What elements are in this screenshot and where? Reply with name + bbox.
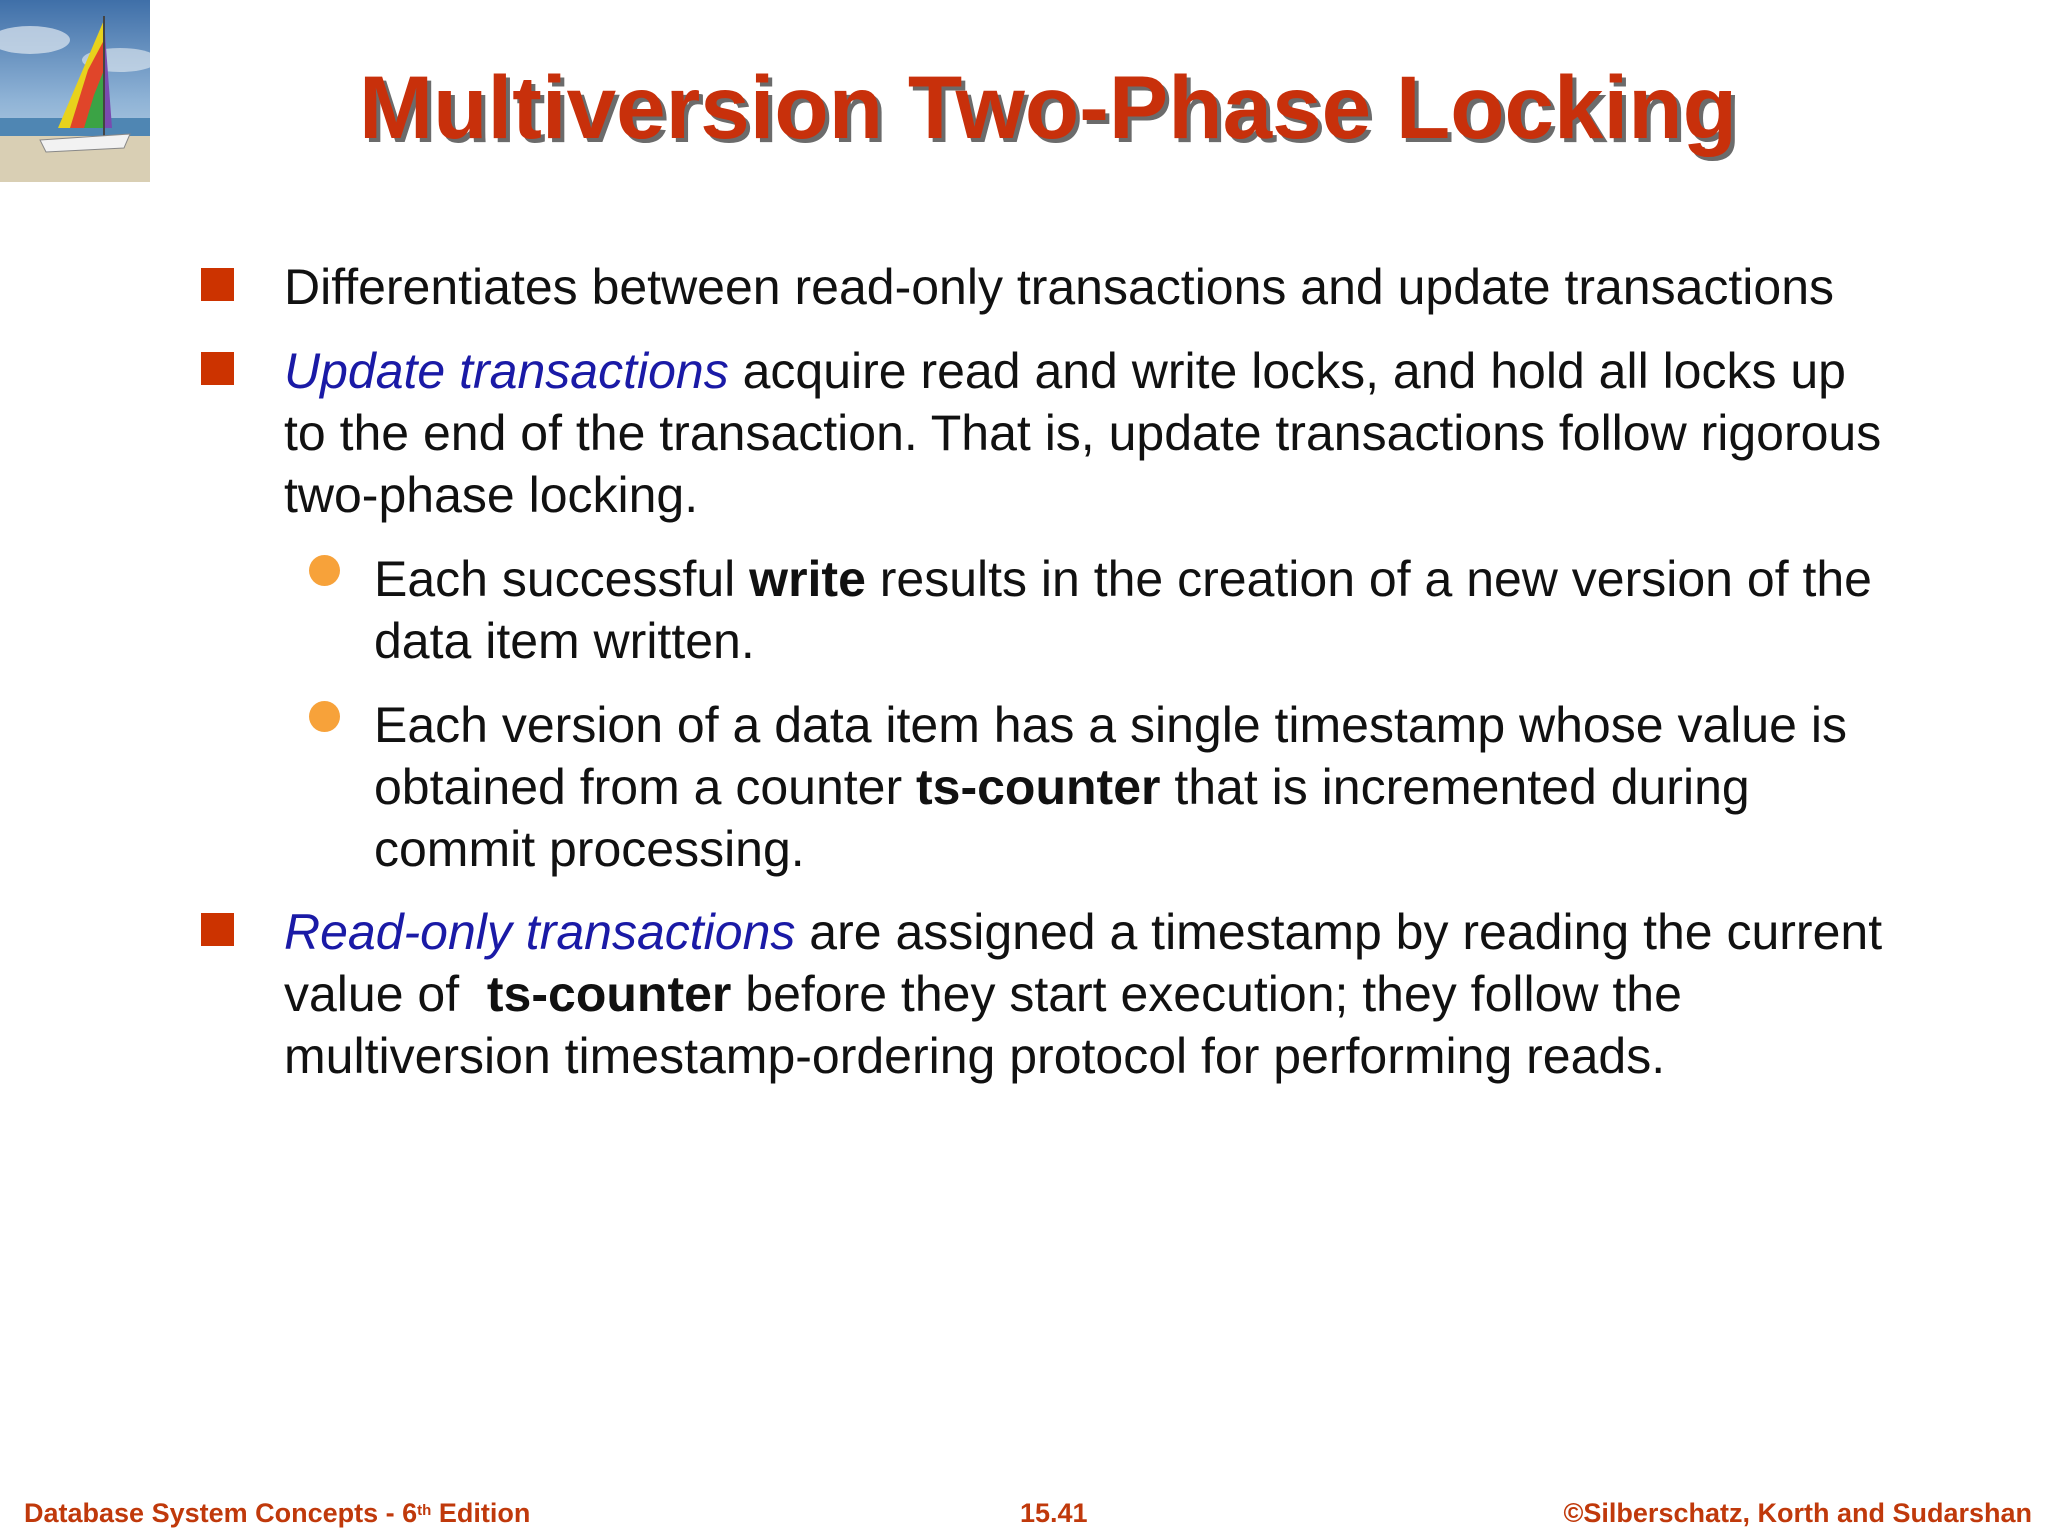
square-bullet-icon — [201, 268, 234, 301]
footer-book-title-sup: th — [417, 1502, 432, 1519]
bullet-2-line-1 — [284, 340, 1846, 402]
sub-bullet-2-line-3: commit processing. — [374, 821, 805, 877]
sub-bullet-2-line-1: Each version of a data item has a single timestamp whose value is — [374, 697, 1847, 753]
sub-bullet-2-line-2 — [374, 756, 1750, 818]
bullet-2-line-2: to the end of the transaction. That is, update transactions follow rigorous — [284, 405, 1882, 461]
dot-bullet-icon — [309, 701, 340, 732]
footer-book-title-pre: Database System Concepts - 6 — [24, 1498, 418, 1528]
footer-page-number: 15.41 — [1020, 1498, 1088, 1528]
sub-bullet-2-post: that is incremented during — [1160, 759, 1750, 815]
bullet-3-pre: value of — [284, 966, 487, 1022]
bullet-2-line-3: two-phase locking. — [284, 467, 699, 523]
bullet-3-emphasis: Read-only transactions — [284, 904, 796, 960]
sub-bullet-1-line-1 — [374, 548, 1872, 610]
dot-bullet-icon — [309, 555, 340, 586]
bullet-3-line-2 — [284, 963, 1682, 1025]
sub-bullet-1-line-2: data item written. — [374, 613, 755, 669]
bullet-3-line-3: multiversion timestamp-ordering protocol for performing reads. — [284, 1028, 1666, 1084]
square-bullet-icon — [201, 352, 234, 385]
bullet-1-text: Differentiates between read-only transactions and update transactions — [284, 259, 1835, 315]
slide-title: Multiversion Two-Phase Locking — [358, 57, 1738, 157]
bullet-3-line-1 — [284, 901, 1882, 963]
sub-bullet-1-post: results in the creation of a new version of the — [865, 551, 1872, 607]
footer-book-title-post: Edition — [431, 1498, 531, 1528]
square-bullet-icon — [201, 913, 234, 946]
bullet-2-emphasis: Update transactions — [284, 343, 729, 399]
sub-bullet-1-bold: write — [749, 551, 866, 607]
bullet-3-bold: ts-counter — [486, 966, 732, 1022]
bullet-3-post: before they start execution; they follow the — [731, 966, 1682, 1022]
footer-book-title — [24, 1496, 530, 1530]
footer-copyright: ©Silberschatz, Korth and Sudarshan — [1563, 1498, 2032, 1528]
sub-bullet-2-bold: ts-counter — [916, 759, 1161, 815]
bullet-2-line-1-rest: acquire read and write locks, and hold all locks up — [728, 343, 1846, 399]
bullet-3-line-1-rest: are assigned a timestamp by reading the current — [795, 904, 1883, 960]
sub-bullet-2-pre: obtained from a counter — [374, 759, 916, 815]
sub-bullet-1-pre: Each successful — [374, 551, 750, 607]
